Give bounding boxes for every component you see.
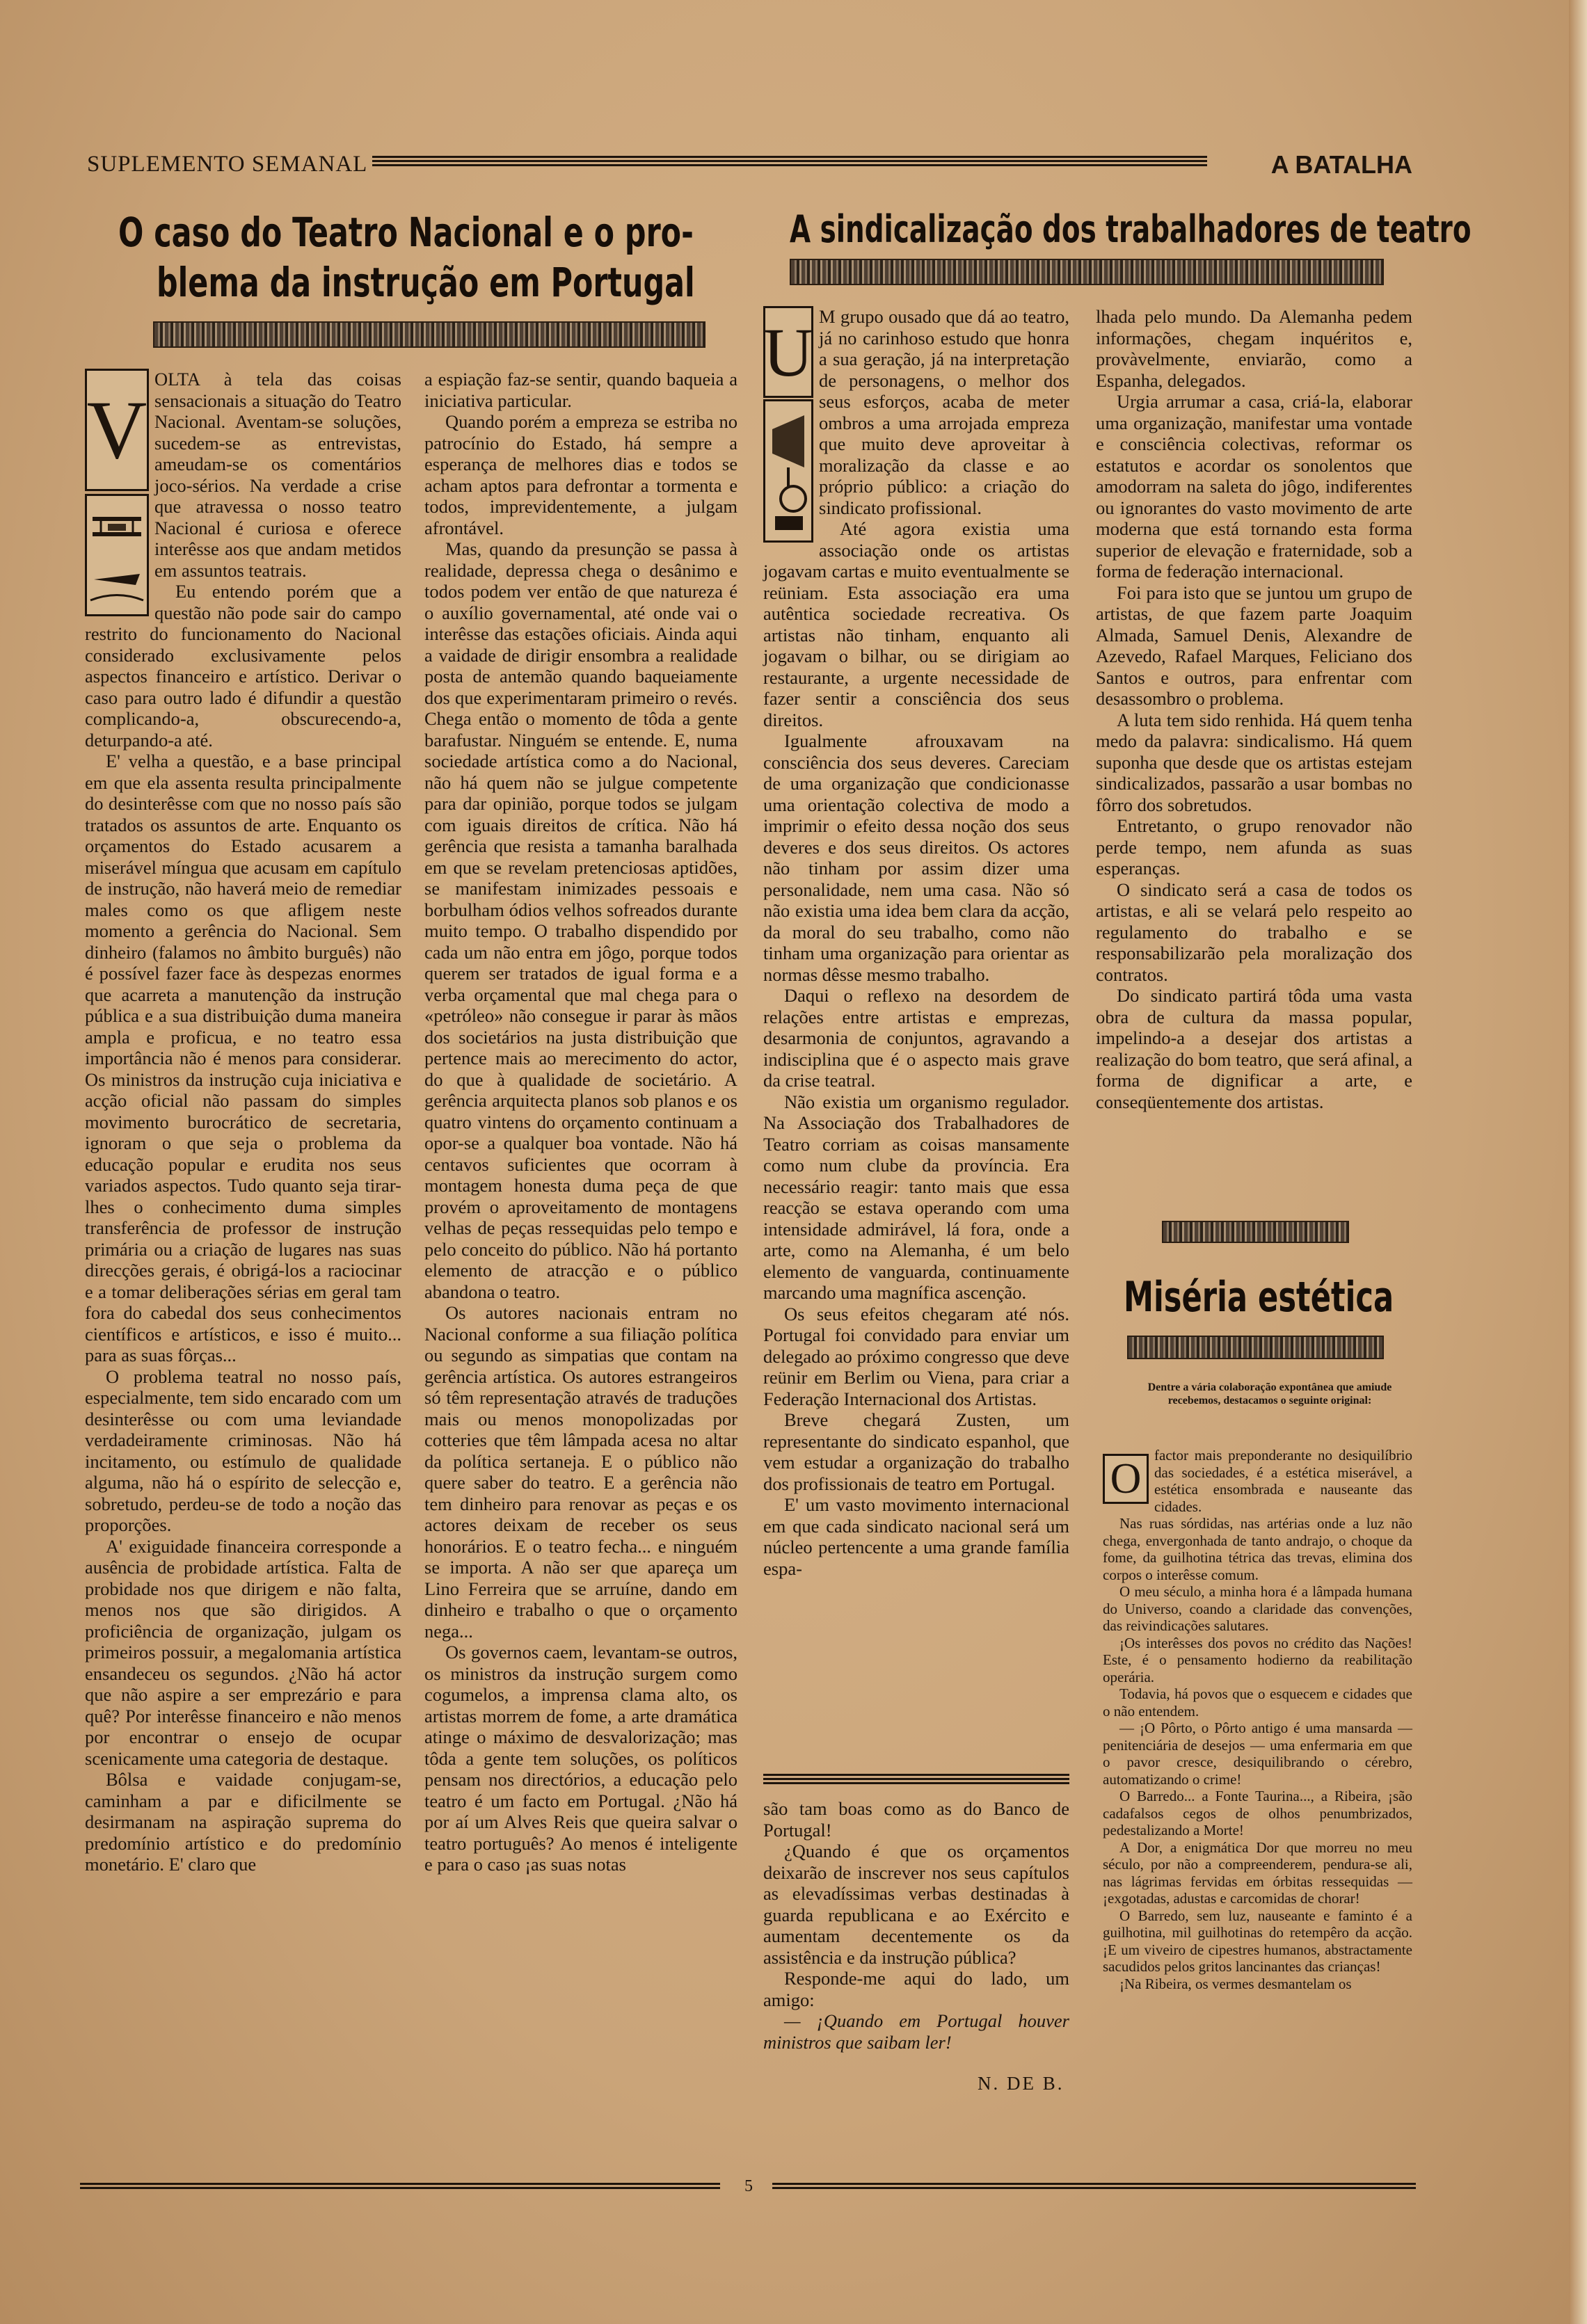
paragraph: A' exiguidade financeira corresponde a ausência de probidade artística. Falta de probidade nos que dirigem e não falta, menos nos que são dirigidos. A proficiência de organização, julgam os primeiros possuir, a megalomania artística ensandeceu os segundos. ¿Não há actor que não aspire a ser emprezário e para quê? Por interêsse financeiro e não menos por encontrar o ensejo de ocupar scenicamente uma categoria de destaque. [85,1535,401,1769]
article3-title: Miséria estética [1124,1273,1394,1322]
article2-column-1 [763,306,1069,1579]
paragraph: Até agora existia uma associação onde os artistas jogavam cartas e muito eventualmente se reüniam. Esta associação era uma autêntica sociedade recreativa. Os artistas não tinham, enquanto ali jogavam o bilhar, ou se dirigiam ao restaurante, a urgente necessidade de fazer sentir a consciência dos seus direitos. [763,518,1069,730]
paragraph: O Barredo, sem luz, nauseante e faminto é a guilhotina, mil guilhotinas do retempêro da acção. ¡E um viveiro de cipestres humanos, abstractamente sacudidos pelos gritos lancinantes das crianças! [1103,1907,1412,1975]
paragraph: Responde-me aqui do lado, um amigo: [763,1968,1069,2010]
page-footer [80,2177,1416,2198]
paragraph: Bôlsa e vaidade conjugam-se, caminham a par e dificilmente se desirmanam na aspiração suprema do predomínio artístico e do predomínio monetário. E' claro que [85,1769,401,1875]
paragraph: lhada pelo mundo. Da Alemanha pedem informações, chegam inquéritos e, provàvelmente, enviarão, como a Espanha, delegados. [1096,306,1412,391]
article1-column-1 [85,369,401,1875]
paragraph: Os governos caem, levantam-se outros, os ministros da instrução surgem como cogumelos, a imprensa clama alto, os artistas morrem de fome, a arte dramática atinge o máximo de desvalorização; mas tôda a gente tem soluções, os políticos pensam nos directórios, a educação pelo teatro é um facto em Portugal. ¿Não há por aí um Alves Reis que queira salvar o teatro português? Ao menos é inteligente e para o caso ¡as suas notas [424,1642,737,1875]
paragraph: ¡Na Ribeira, os vermes desmantelam os [1119,1975,1352,1992]
column-separator [763,1774,1069,1785]
paragraph: Não existia um organismo regulador. Na Associação dos Trabalhadores de Teatro corriam as coisas mansamente como num clube da província. Era necessário reagir: tanto mais que essa reacção se estava operando com uma intensidade admirável, lá fora, onde a arte, como na Alemanha, é um belo elemento de vanguarda, continuamente marcando uma magnífica ascenção. [763,1091,1069,1303]
paragraph: Mas, quando da presunção se passa à realidade, depressa chega o desânimo e todos podem ver então de que natureza é o auxílio governamental, até onde vai o interêsse das estações oficiais. Ainda aqui a vaidade de dirigir ensombra a realidade posta de antemão quando baqueiamente dos que experimentaram primeiro o revés. Chega então o momento de tôda a gente barafustar. Ninguém se entende. E, numa sociedade artística como a do Nacional, não há quem não se julgue competente para dar opinião, porque todos se julgam com iguais direitos de crítica. Não há gerência que resista a tamanha baralhada em que se revelam pretenciosas aptidões, se manifestam inimizades pessoais e borbulham ódios velhos sofreados durante muito tempo. O trabalho dispendido por cada um não entra em jôgo, porque todos querem ser tratados de igual forma e a verba orçamental que mal chega para o «petróleo» não consegue ir parar às mãos dos societários na justa distribuição que pertence mais ao merecimento do actor, do que à qualidade de societário. A gerência arquitecta planos sob planos e os quatro vintens do orçamento continuam a opor-se a qualquer boa vontade. Não há centavos suficientes que ocorram à montagem honesta duma peça de que provém o aproveitamento de montagens velhas de peças ressequidas pelo tempo e pelo conceito do público. Não há portanto elemento de atracção e o público abandona o teatro. [424,538,737,1302]
article1-continuation [763,1798,1069,2053]
paragraph: O problema teatral no nosso país, especialmente, tem sido encarado com um desinterêsse ou com uma leviandade verdadeiramente criminosas. Não há incitamento, ou estímulo de qualidade alguma, não há o espírito de selecção e, sobretudo, perdeu-se de todo a noção das proporções. [85,1365,401,1535]
article3-title-bar [1127,1336,1384,1359]
paragraph: Do sindicato partirá tôda uma vasta obra de cultura da massa popular, impelindo-a a desejar dos artistas a realização do bom teatro, que será afinal, a forma de dignificar a arte, e conseqüentemente dos artistas. [1096,985,1412,1112]
article1-column-2 [424,369,737,1875]
page-header [80,146,1416,181]
paragraph: A luta tem sido renhida. Há quem tenha medo da palavra: sindicalismo. Há quem suponha que desde que os artistas estejam sindicalizados, passarão a usar bombas no fôrro dos sobretudos. [1096,709,1412,815]
paragraph: Urgia arrumar a casa, criá-la, elaborar uma organização, manifestar uma vontade e consciência colectivas, reformar os estatutos e acordar os sonolentos que amodorram na saleta do jôgo, indiferentes ou ignorantes do vasto movimento de arte moderna que está tornando esta forma superior de elevação e fraternidade, sob a forma de federação internacional. [1096,391,1412,582]
paragraph: são tam boas como as do Banco de Portugal! [763,1798,1069,1841]
article1-title-line2: blema da instrução em Portugal [157,259,695,306]
paragraph: OLTA à tela das coisas sensacionais a situação do Teatro Nacional. Aventam-se soluções, sucedem-se as entrevistas, ameudam-se os comentários joco-sérios. Na verdade a crise que atravessa o nosso teatro Nacional é curiosa e oferece interêsse aos que andam metidos em assuntos teatrais. [154,369,401,581]
article1-title-bar [153,321,705,348]
paragraph: O sindicato será a casa de todos os artistas, e ali se velará pelo respeito ao regulamento do trabalho e se responsabilizarão pela moralização dos contratos. [1096,879,1412,985]
paragraph: Foi para isto que se juntou um grupo de artistas, de que fazem parte Joaquim Almada, Samuel Denis, Alexandre de Azevedo, Rafael Marques, Feliciano dos Santos e outros, para enfrentar com desassombro o problema. [1096,582,1412,709]
article3-top-bar [1162,1221,1349,1243]
paragraph: O Barredo... a Fonte Taurina..., a Ribeira, ¡são cadafalsos cegos de olhos penumbrizados, pedestalizando a Morte! [1103,1788,1412,1838]
paragraph: A Dor, a enigmática Dor que morreu no meu século, por não a compreenderem, pendura-se ali, nas lágrimas fervidas em órbitas ressequidas — ¡exgotadas, adustas e carcomidas de chorar! [1103,1838,1412,1907]
paragraph: E' velha a questão, e a base principal em que ela assenta resulta principalmente do desinterêsse com que no nosso país são tratados os assuntos de arte. Enquanto os orçamentos do Estado acusarem a miserável míngua que acusam em capítulo de instrução, não haverá meio de remediar males como os que afligem neste momento a gerência do Nacional. Sem dinheiro (falamos no âmbito burguês) não é possível fazer face às despezas enormes que acarreta a manutenção da instrução pública e a sua distribuição duma maneira ampla e proficua, e no teatro essa importância não é menos para considerar. Os ministros da instrução cuja iniciativa e acção oficial não passam do simples movimento burocrático de secretaria, ignoram o que seja o problema da educação popular e erudita nos seus variados aspectos. Tudo quanto seja tirar-lhes o conhecimento duma simples transferência de professor de instrução primária ou a criação de lugares nas suas direcções gerais, é obrigá-los a raciocinar e a tomar deliberações sérias em geral tam fora do cabedal dos seus conhecimentos científicos e artísticos, e isso é muito... para as suas fôrças... [85,751,401,1365]
article1-dropcap: V [85,369,149,491]
article1-signature: N. DE B. [978,2073,1064,2094]
footer-rule-right [772,2183,1416,2190]
paragraph: Entretanto, o grupo renovador não perde tempo, nem afunda as suas esperanças. [1096,815,1412,879]
dropcap-float [85,369,154,619]
page-number: 5 [744,2177,753,2195]
paragraph: M grupo ousado que dá ao teatro, já no carinhoso estudo que honra a sua geração, já na interpretação de personagens, o melhor dos seus esforços, acaba de meter ombros a uma arrojada empreza que muito deve aproveitar à moralização da classe e ao próprio público: a criação do sindicato profissional. [819,306,1069,518]
article2-title: A sindicalização dos trabalhadores de teatro [790,207,1472,251]
article3-dropcap: O [1103,1454,1149,1504]
article2-title-bar [790,259,1384,285]
paragraph: Eu entendo porém que a questão não pode sair do campo restrito do funcionamento do Nacional considerado exclusivamente pelos aspectos financeiro e artístico. Derivar o caso para outro lado é difundir a questão complicando-a, obscurecendo-a, deturpando-a até. [85,581,401,751]
paragraph: Os autores nacionais entram no Nacional conforme a sua filiação política ou segundo as simpatias que contam na gerência artística. Os autores estrangeiros só têm representação através de traduções mais ou menos monopolizadas por cotteries que têm lâmpada acesa no altar da política sertaneja. E o público não quere saber do teatro. E a gerência não tem dinheiro para renovar as peças e os actores deixam de receber os seus honorários. E o teatro fecha... e ninguém se importa. A não ser que apareça um Lino Ferreira que se arruíne, dando em dinheiro e trabalho o que o orçamento nega... [424,1302,737,1642]
paragraph: — ¡O Pôrto, o Pôrto antigo é uma mansarda — penitenciária de desejos — uma enfermaria em que o pavor cresce, desiquilibrando o cérebro, automatizando o crime! [1103,1720,1412,1788]
paragraph: a espiação faz-se sentir, quando baqueia a iniciativa particular. [424,369,737,411]
paragraph: — ¡Quando em Portugal houver ministros que saibam ler! [763,2010,1069,2053]
dropcap-float [1103,1447,1154,1509]
article2-column-2 [1096,306,1412,1112]
masthead: A BATALHA [1270,150,1412,179]
article2-dropcap: U [763,306,813,398]
article3-body [1103,1447,1412,1992]
paper-edge [1569,0,1587,2324]
footer-rule-left [80,2183,720,2190]
paragraph: ¿Quando é que os orçamentos deixarão de inscrever nos seus capítulos as elevadíssimas verbas destinadas à guarda republicana e ao Exército e aumentam decentemente os da assistência e da instrução pública? [763,1841,1069,1968]
article3-intro: Dentre a vária colaboração expontânea que amiude recebemos, destacamos o seguinte original: [1147,1381,1392,1407]
dropcap-float [763,306,819,556]
paragraph: O meu século, a minha hora é a lâmpada humana do Universo, coando a claridade das convenções, das reivindicações salutares. [1103,1583,1412,1634]
article1-title-line1: O caso do Teatro Nacional e o pro- [118,209,694,256]
paragraph: factor mais preponderante no desiquilíbrio das sociedades, é a estética miserável, a estética ensombrada e nauseante das cidades. [1154,1447,1412,1515]
paragraph: Daqui o reflexo na desordem de relações entre artistas e emprezas, desarmonia de conjuntos, agravando a indisciplina que é o aspecto mais grave da crise teatral. [763,985,1069,1091]
paragraph: Igualmente afrouxavam na consciência dos seus deveres. Careciam de uma organização que condicionasse uma orientação colectiva de modo a imprimir o efeito dessa noção dos seus deveres e dos seus direitos. Os actores não tinham por assim dizer uma personalidade, nem uma casa. Não só não existia uma idea bem clara da acção, da moral do seu trabalho, como não tinham uma organização para orientar as normas dêsse mesmo trabalho. [763,730,1069,985]
paragraph: Todavia, há povos que o esquecem e cidades que o não entendem. [1103,1685,1412,1720]
header-rule [372,156,1207,168]
supplement-label: SUPLEMENTO SEMANAL [87,152,368,177]
paragraph: Breve chegará Zusten, um representante do sindicato espanhol, que vem estudar a organização do trabalho dos profissionais de teatro em Portugal. [763,1409,1069,1494]
paragraph: Os seus efeitos chegaram até nós. Portugal foi convidado para enviar um delegado ao próximo congresso que deve reünir em Berlim ou Viena, para criar a Federação Internacional dos Artistas. [763,1303,1069,1409]
paragraph: ¡Os interêsses dos povos no crédito das Nações! Este, é o pensamento hodierno da reabilitação operária. [1103,1634,1412,1685]
paragraph: Nas ruas sórdidas, nas artérias onde a luz não chega, envergonhada de tanto andrajo, o choque da fome, da guilhotina tétrica das trevas, elimina dos corpos o interêsse comum. [1103,1515,1412,1583]
paragraph: Quando porém a empreza se estriba no patrocínio do Estado, há sempre a esperança de melhores dias e todos se acham aptos para defrontar a tormenta e todos, imprevidentemente, a julgam afrontável. [424,411,737,538]
paragraph: E' um vasto movimento internacional em que cada sindicato nacional será um núcleo pertencente a uma grande família espa- [763,1494,1069,1579]
